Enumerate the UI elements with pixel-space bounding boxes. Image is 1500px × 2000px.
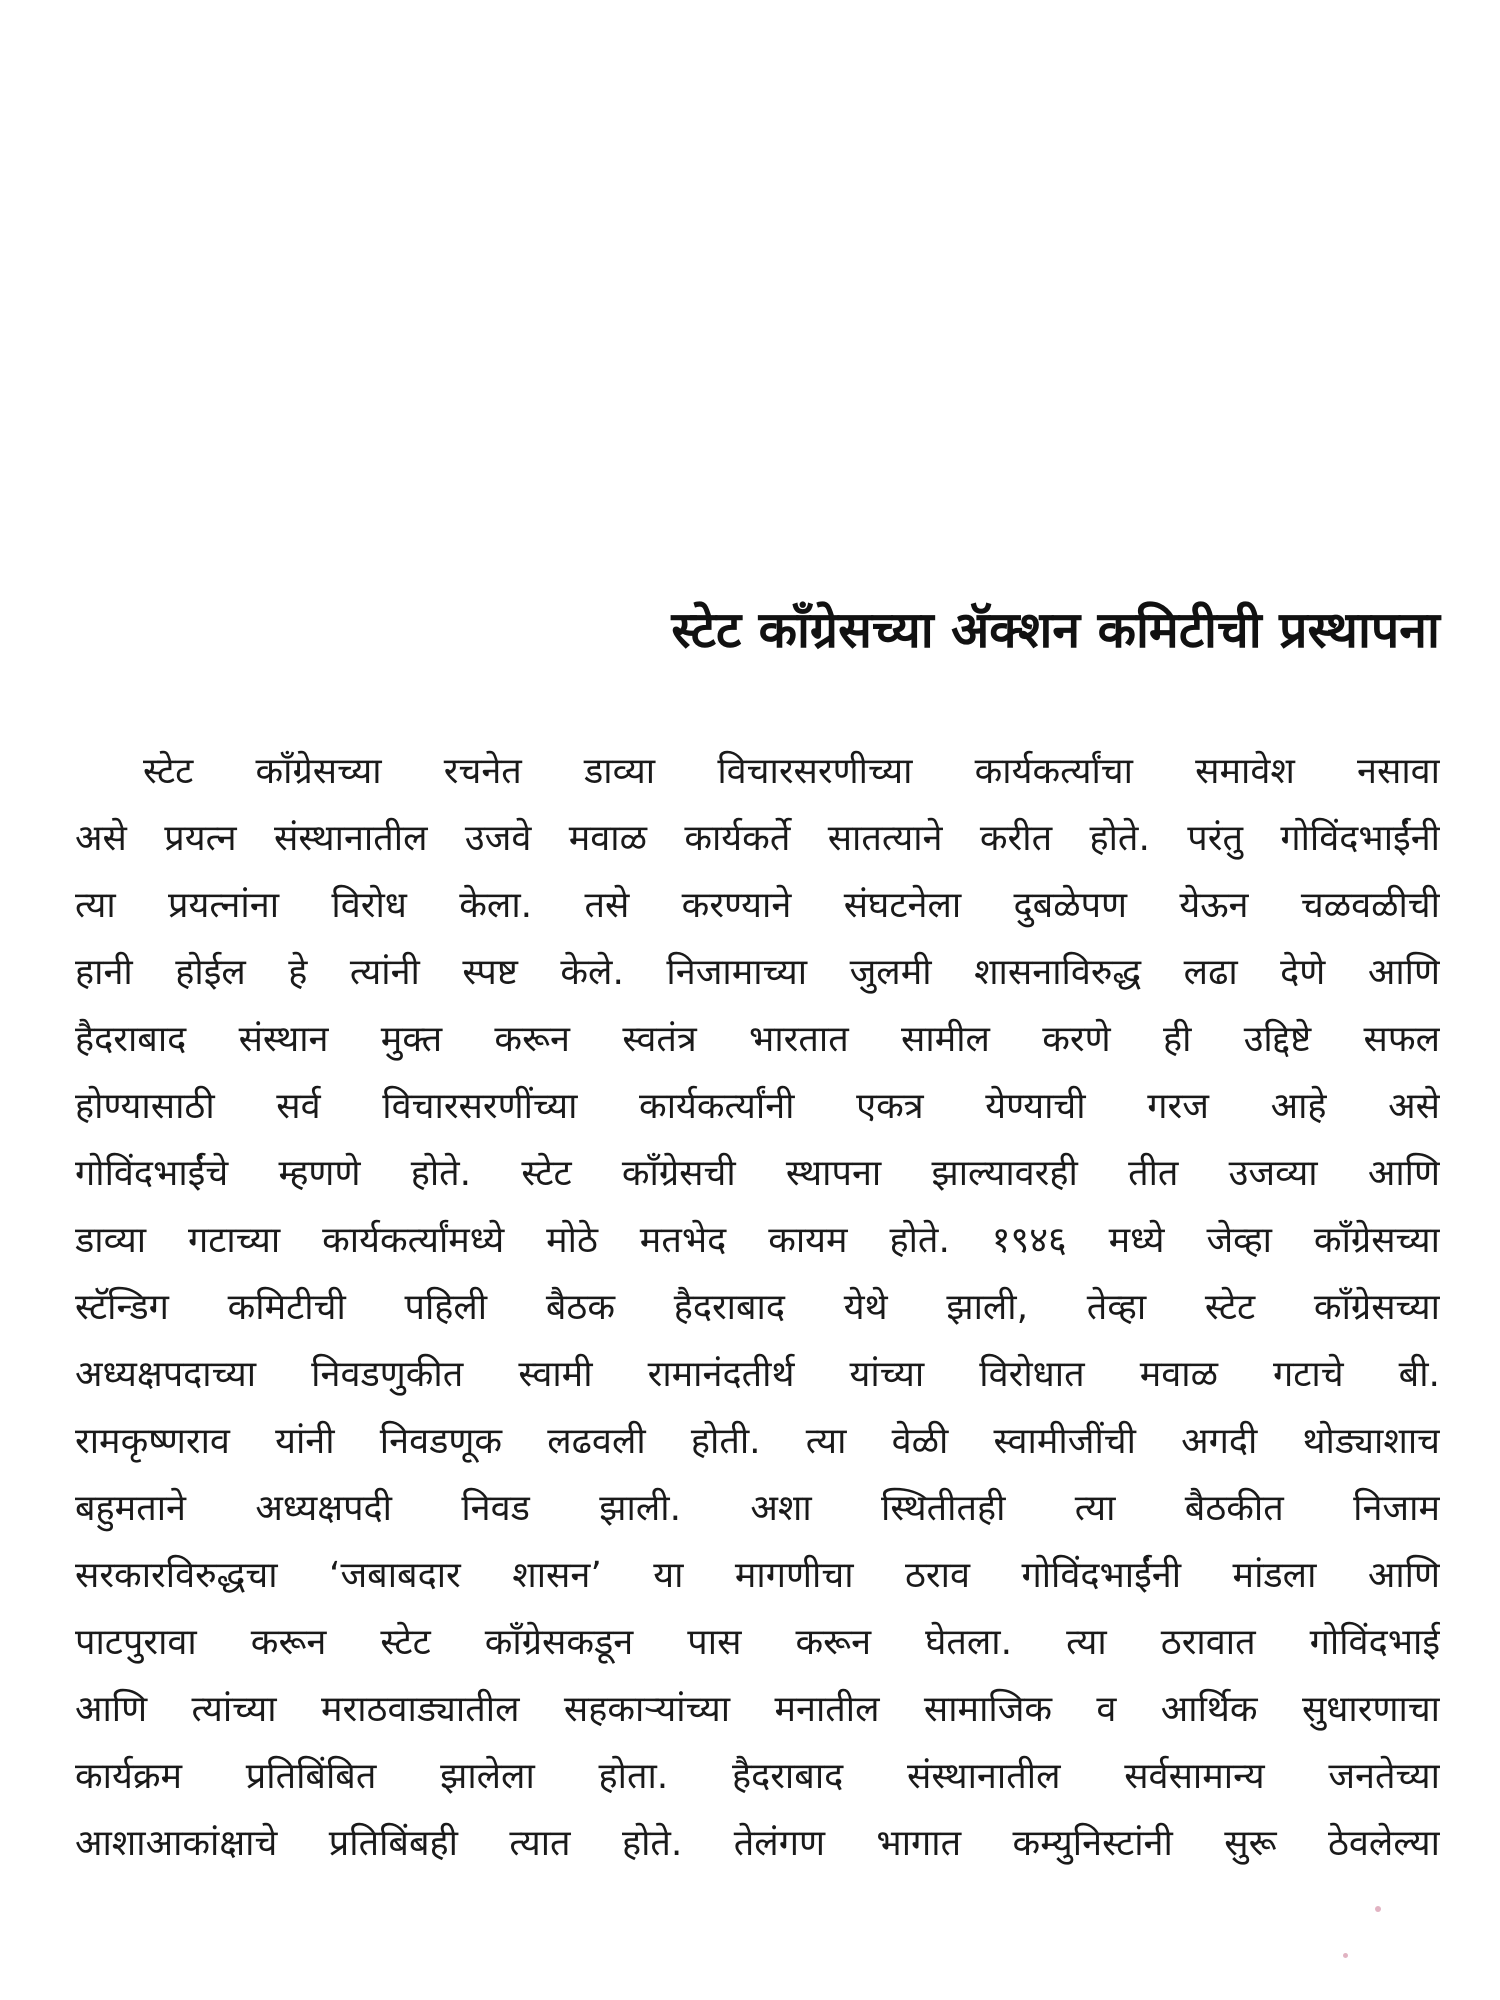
scan-speck — [1343, 1953, 1348, 1958]
paragraph-line: हानी होईल हे त्यांनी स्पष्ट केले. निजामाच्या जुलमी शासनाविरुद्ध लढा देणे आणि — [75, 952, 1440, 993]
paragraph-line: आशाआकांक्षाचे प्रतिबिंबही त्यात होते. तेलंगण भागात कम्युनिस्टांनी सुरू ठेवलेल्या — [75, 1823, 1440, 1864]
paragraph-line: स्टेट कॉंग्रेसच्या रचनेत डाव्या विचारसरणीच्या कार्यकर्त्यांचा समावेश नसावा — [143, 751, 1440, 792]
paragraph-line: गोविंदभाईंचे म्हणणे होते. स्टेट कॉंग्रेसची स्थापना झाल्यावरही तीत उजव्या आणि — [75, 1153, 1440, 1194]
paragraph-line: अध्यक्षपदाच्या निवडणुकीत स्वामी रामानंदतीर्थ यांच्या विरोधात मवाळ गटाचे बी. — [75, 1354, 1440, 1395]
paragraph-line: आणि त्यांच्या मराठवाड्यातील सहकाऱ्यांच्या मनातील सामाजिक व आर्थिक सुधारणाचा — [75, 1689, 1440, 1730]
paragraph-line: कार्यक्रम प्रतिबिंबित झालेला होता. हैदराबाद संस्थानातील सर्वसामान्य जनतेच्या — [75, 1756, 1440, 1797]
body-paragraph — [75, 738, 1440, 1877]
paragraph-line: रामकृष्णराव यांनी निवडणूक लढवली होती. त्या वेळी स्वामीजींची अगदी थोड्याशाच — [75, 1421, 1440, 1462]
paragraph-line: त्या प्रयत्नांना विरोध केला. तसे करण्याने संघटनेला दुबळेपण येऊन चळवळीची — [75, 885, 1440, 926]
paragraph-line: असे प्रयत्न संस्थानातील उजवे मवाळ कार्यकर्ते सातत्याने करीत होते. परंतु गोविंदभाईंनी — [75, 818, 1440, 859]
paragraph-line: स्टॅन्डिग कमिटीची पहिली बैठक हैदराबाद येथे झाली, तेव्हा स्टेट कॉंग्रेसच्या — [75, 1287, 1440, 1328]
paragraph-line: डाव्या गटाच्या कार्यकर्त्यांमध्ये मोठे मतभेद कायम होते. १९४६ मध्ये जेव्हा कॉंग्रेसच्या — [75, 1220, 1440, 1261]
paragraph-line: होण्यासाठी सर्व विचारसरणींच्या कार्यकर्त्यांनी एकत्र येण्याची गरज आहे असे — [75, 1086, 1440, 1127]
paragraph-line: हैदराबाद संस्थान मुक्त करून स्वतंत्र भारतात सामील करणे ही उद्दिष्टे सफल — [75, 1019, 1440, 1060]
paragraph-line: बहुमताने अध्यक्षपदी निवड झाली. अशा स्थितीतही त्या बैठकीत निजाम — [75, 1488, 1440, 1529]
paragraph-line: पाटपुरावा करून स्टेट कॉंग्रेसकडून पास करून घेतला. त्या ठरावात गोविंदभाई — [75, 1622, 1440, 1663]
scan-speck — [1375, 1906, 1381, 1912]
chapter-title: स्टेट कॉंग्रेसच्या ॲक्शन कमिटीची प्रस्थापना — [671, 601, 1440, 659]
paragraph-line: सरकारविरुद्धचा ‘जबाबदार शासन’ या मागणीचा ठराव गोविंदभाईंनी मांडला आणि — [75, 1555, 1440, 1596]
